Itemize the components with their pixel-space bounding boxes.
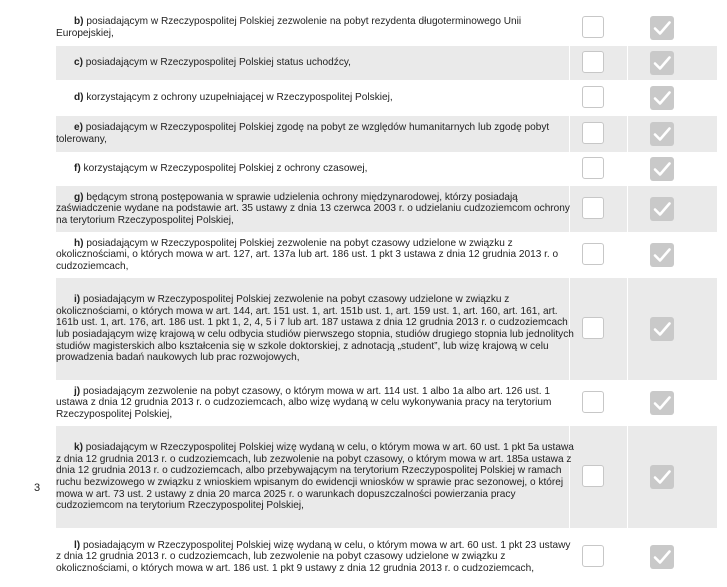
empty-checkbox[interactable] <box>582 545 604 567</box>
empty-checkbox[interactable] <box>582 465 604 487</box>
table-row-c <box>56 46 717 80</box>
row-text <box>56 122 576 145</box>
checkmark-icon <box>650 317 674 341</box>
row-text <box>56 386 576 421</box>
empty-checkbox[interactable] <box>582 157 604 179</box>
checked-checkbox[interactable] <box>650 317 674 341</box>
table-row-e <box>56 116 717 152</box>
checkmark-icon <box>650 465 674 489</box>
row-text <box>56 192 576 227</box>
row-description: korzystającym z ochrony uzupełniającej w Rzeczypospolitej Polskiej, <box>83 92 393 104</box>
table-row-g <box>56 186 717 232</box>
row-text <box>56 163 367 175</box>
empty-checkbox[interactable] <box>582 243 604 265</box>
checkmark-icon <box>650 545 674 569</box>
checked-checkbox[interactable] <box>650 51 674 75</box>
checkmark-icon <box>650 197 674 221</box>
row-description: posiadającym w Rzeczypospolitej Polskiej zezwolenie na pobyt czasowy udzielone w związku z okolicznościami, o których mowa w art. 144, art. 151 ust. 1, art. 151b ust. 1, art. 159 ust. 1, art. 160, art. 161, art. 161b ust. 1, art. 176, art. 186 ust. 1 pkt 1, 2, 4, 5 i 7 lub art. 187 ustawa z dnia 12 grudnia 2013 r. o cudzoziemcach lub posiadającym wizę krajową w celu odbycia studiów pierwszego stopnia, studiów drugiego stopnia lub jednolitych studiów magisterskich albo kształcenia się w szkole doktorskiej, z adnotacją „student”, lub wizę krajową w celu prowadzenia badań naukowych lub prac rozwojowych, <box>56 294 574 364</box>
row-text <box>56 442 576 512</box>
row-letter: c) <box>74 57 83 69</box>
checked-checkbox[interactable] <box>650 157 674 181</box>
row-letter: f) <box>74 163 81 175</box>
row-letter: e) <box>74 122 83 134</box>
row-letter: j) <box>74 385 81 397</box>
checked-checkbox[interactable] <box>650 86 674 110</box>
row-description: posiadającym w Rzeczypospolitej Polskiej zgodę na pobyt ze względów humanitarnych lub zgodę pobyt tolerowany, <box>56 122 550 145</box>
row-letter: h) <box>74 237 84 249</box>
checkmark-icon <box>650 122 674 146</box>
row-description: posiadającym w Rzeczypospolitej Polskiej zezwolenie na pobyt rezydenta długoterminowego Unii Europejskiej, <box>56 16 522 39</box>
row-letter: l) <box>74 539 81 551</box>
row-description: posiadającym w Rzeczypospolitej Polskiej wizę wydaną w celu, o którym mowa w art. 60 ust. 1 pkt 23 ustawy z dnia 12 grudnia 2013 r. o cudzoziemcach, lub zezwolenie na pobyt czasowy udzielone w związku z okolicznościami, o których mowa w art. 186 ust. 1 pkt 9 ustawy z dnia 12 grudnia 2013 r. o cudzoziemcach, <box>56 539 571 574</box>
checked-checkbox[interactable] <box>650 391 674 415</box>
checkmark-icon <box>650 51 674 75</box>
table-row-h <box>56 232 717 278</box>
row-text <box>56 238 576 273</box>
checkmark-icon <box>650 86 674 110</box>
row-letter: i) <box>74 294 81 306</box>
page-number: 3 <box>34 482 41 494</box>
table-row-b <box>56 10 717 46</box>
checkmark-icon <box>650 16 674 40</box>
row-text <box>56 540 576 575</box>
row-text <box>56 92 393 104</box>
row-text <box>56 16 576 39</box>
empty-checkbox[interactable] <box>582 86 604 108</box>
row-description: posiadającym w Rzeczypospolitej Polskiej wizę wydaną w celu, o którym mowa w art. 60 ust. 1 pkt 5a ustawa z dnia 12 grudnia 2013 r. o cudzoziemcach, lub zezwolenie na pobyt czasowy, o którym mowa w art. 185a ustawa z dnia 12 grudnia 2013 r. o cudzoziemcach, albo przebywającym na terytorium Rzeczypospolitej Polskiej w ramach ruchu bezwizowego w związku z wnioskiem wpisanym do ewidencji wniosków w sprawie prac sezonowej, o której mowa w art. 73 ust. 2 ustawy z dnia 20 marca 2025 r. o warunkach dopuszczalności powierzania pracy cudzoziemcom na terytorium Rzeczypospolitej Polskiej, <box>56 442 574 512</box>
checked-checkbox[interactable] <box>650 545 674 569</box>
table-row-j <box>56 380 717 426</box>
table-row-k <box>56 426 717 528</box>
empty-checkbox[interactable] <box>582 391 604 413</box>
checked-checkbox[interactable] <box>650 243 674 267</box>
row-description: posiadającym zezwolenie na pobyt czasowy, o którym mowa w art. 114 ust. 1 albo 1a albo art. 126 ust. 1 ustawa z dnia 12 grudnia 2013 r. o cudzoziemcach, albo wizę wydaną w celu wykonywania pracy na terytorium Rzeczypospolitej Polskiej, <box>56 385 552 420</box>
checked-checkbox[interactable] <box>650 465 674 489</box>
checked-checkbox[interactable] <box>650 122 674 146</box>
checked-checkbox[interactable] <box>650 16 674 40</box>
row-description: będącym stroną postępowania w sprawie udzielenia ochrony międzynarodowej, którzy posiadają zaświadczenie wydane na podstawie art. 35 ustawy z dnia 13 czerwca 2003 r. o udzielaniu cudzoziemcom ochrony na terytorium Rzeczypospolitej Polskiej, <box>56 191 570 226</box>
row-description: korzystającym w Rzeczypospolitej Polskiej z ochrony czasowej, <box>80 163 368 175</box>
row-description: posiadającym w Rzeczypospolitej Polskiej zezwolenie na pobyt czasowy udzielone w związku z okolicznościami, o których mowa w art. 127, art. 137a lub art. 186 ust. 1 pkt 3 ustawa z dnia 12 grudnia 2013 r. o cudzoziemcach, <box>56 237 559 272</box>
table-row-i <box>56 278 717 380</box>
table-row-d <box>56 80 717 116</box>
checkmark-icon <box>650 391 674 415</box>
empty-checkbox[interactable] <box>582 197 604 219</box>
row-letter: g) <box>74 191 84 203</box>
empty-checkbox[interactable] <box>582 16 604 38</box>
table-row-f <box>56 152 717 186</box>
empty-checkbox[interactable] <box>582 51 604 73</box>
row-text <box>56 294 576 364</box>
row-letter: k) <box>74 442 83 454</box>
row-description: posiadającym w Rzeczypospolitej Polskiej status uchodźcy, <box>82 57 351 69</box>
empty-checkbox[interactable] <box>582 317 604 339</box>
table-row-l <box>56 528 717 586</box>
checked-checkbox[interactable] <box>650 197 674 221</box>
checkmark-icon <box>650 243 674 267</box>
row-letter: b) <box>74 16 84 28</box>
empty-checkbox[interactable] <box>582 122 604 144</box>
row-text <box>56 57 351 69</box>
checkmark-icon <box>650 157 674 181</box>
row-letter: d) <box>74 92 84 104</box>
